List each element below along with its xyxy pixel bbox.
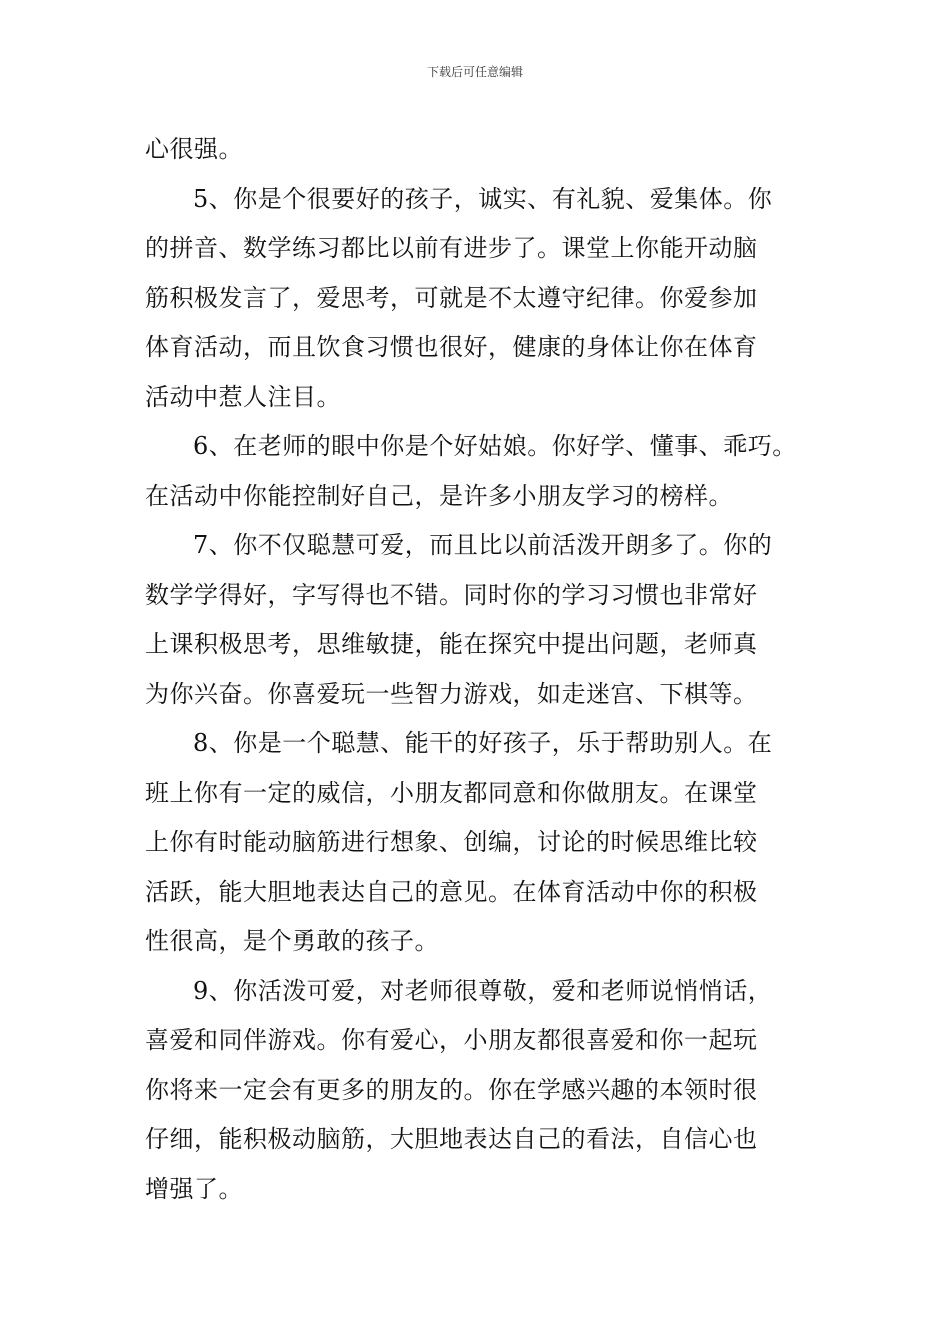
text-line: 体育活动，而且饮食习惯也很好，健康的身体让你在体育 bbox=[145, 333, 758, 361]
document-body bbox=[145, 125, 845, 1214]
text-line: 6、在老师的眼中你是个好姑娘。你好学、懂事、乖巧。 bbox=[193, 432, 797, 460]
page-header-note: 下载后可任意编辑 bbox=[426, 65, 523, 79]
text-line: 为你兴奋。你喜爱玩一些智力游戏，如走迷宫、下棋等。 bbox=[145, 679, 758, 708]
text-line: 9、你活泼可爱，对老师很尊敬，爱和老师说悄悄话， bbox=[193, 976, 773, 1005]
text-line: 7、你不仅聪慧可爱，而且比以前活泼开朗多了。你的 bbox=[193, 531, 773, 559]
text-line: 上课积极思考，思维敏捷，能在探究中提出问题，老师真 bbox=[145, 630, 758, 658]
text-line: 8、你是一个聪慧、能干的好孩子，乐于帮助别人。在 bbox=[193, 729, 773, 757]
text-line: 喜爱和同伴游戏。你有爱心，小朋友都很喜爱和你一起玩 bbox=[145, 1026, 758, 1054]
text-line: 班上你有一定的威信，小朋友都同意和你做朋友。在课堂 bbox=[145, 778, 758, 807]
text-line: 心很强。 bbox=[145, 135, 243, 163]
text-line: 的拼音、数学练习都比以前有进步了。课堂上你能开动脑 bbox=[145, 234, 758, 262]
text-line: 活跃，能大胆地表达自己的意见。在体育活动中你的积极 bbox=[145, 877, 758, 906]
text-line: 性很高，是个勇敢的孩子。 bbox=[145, 927, 439, 955]
text-line: 筋积极发言了，爱思考，可就是不太遵守纪律。你爱参加 bbox=[145, 283, 758, 312]
text-line: 仔细，能积极动脑筋，大胆地表达自己的看法，自信心也 bbox=[145, 1125, 758, 1153]
text-line: 上你有时能动脑筋进行想象、创编，讨论的时候思维比较 bbox=[145, 828, 758, 856]
text-line: 你将来一定会有更多的朋友的。你在学感兴趣的本领时很 bbox=[145, 1075, 758, 1104]
text-line: 活动中惹人注目。 bbox=[145, 382, 341, 411]
text-line: 5、你是个很要好的孩子，诚实、有礼貌、爱集体。你 bbox=[193, 184, 773, 213]
text-line: 增强了。 bbox=[145, 1174, 243, 1203]
text-line: 在活动中你能控制好自己，是许多小朋友学习的榜样。 bbox=[145, 481, 733, 510]
text-line: 数学学得好，字写得也不错。同时你的学习习惯也非常好 bbox=[145, 580, 758, 609]
